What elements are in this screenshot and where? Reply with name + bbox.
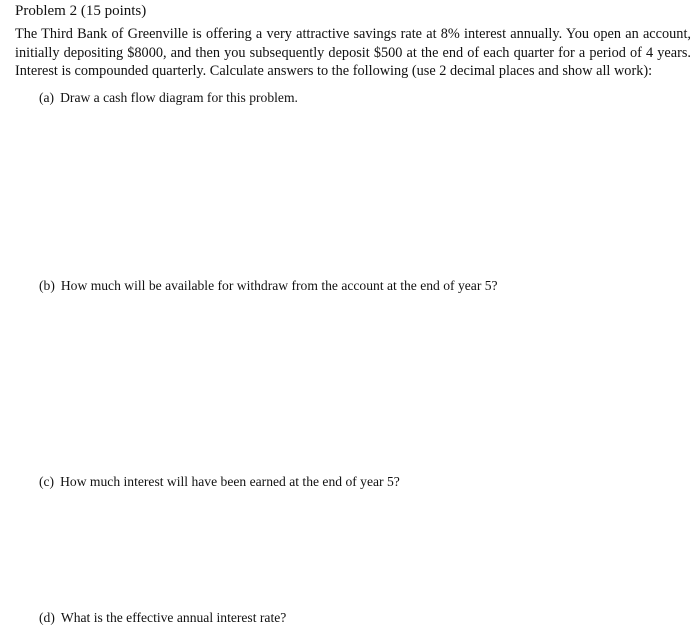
question-c-text: How much interest will have been earned at the end of year 5? <box>60 474 400 489</box>
question-b <box>39 277 498 294</box>
question-d <box>39 609 286 626</box>
question-c-label: (c) <box>39 474 55 489</box>
question-b-label: (b) <box>39 278 55 293</box>
question-d-text: What is the effective annual interest rate? <box>60 610 287 625</box>
question-a <box>39 89 298 106</box>
problem-heading: Problem 2 (15 points) <box>15 3 147 19</box>
question-a-label: (a) <box>39 90 55 105</box>
question-b-text: How much will be available for withdraw from the account at the end of year 5? <box>60 278 498 293</box>
problem-statement: The Third Bank of Greenville is offering a very attractive savings rate at 8% interest annually. You open an account, initially depositing $8000, and then you subsequently deposit $500 at the end of each quarter for a period of 4 years. Interest is compounded quarterly. Calculate answers to the following (use 2 decimal places and show all work): <box>15 26 691 79</box>
question-a-text: Draw a cash flow diagram for this problem. <box>60 90 298 105</box>
question-c <box>39 473 400 490</box>
question-d-label: (d) <box>39 610 55 625</box>
